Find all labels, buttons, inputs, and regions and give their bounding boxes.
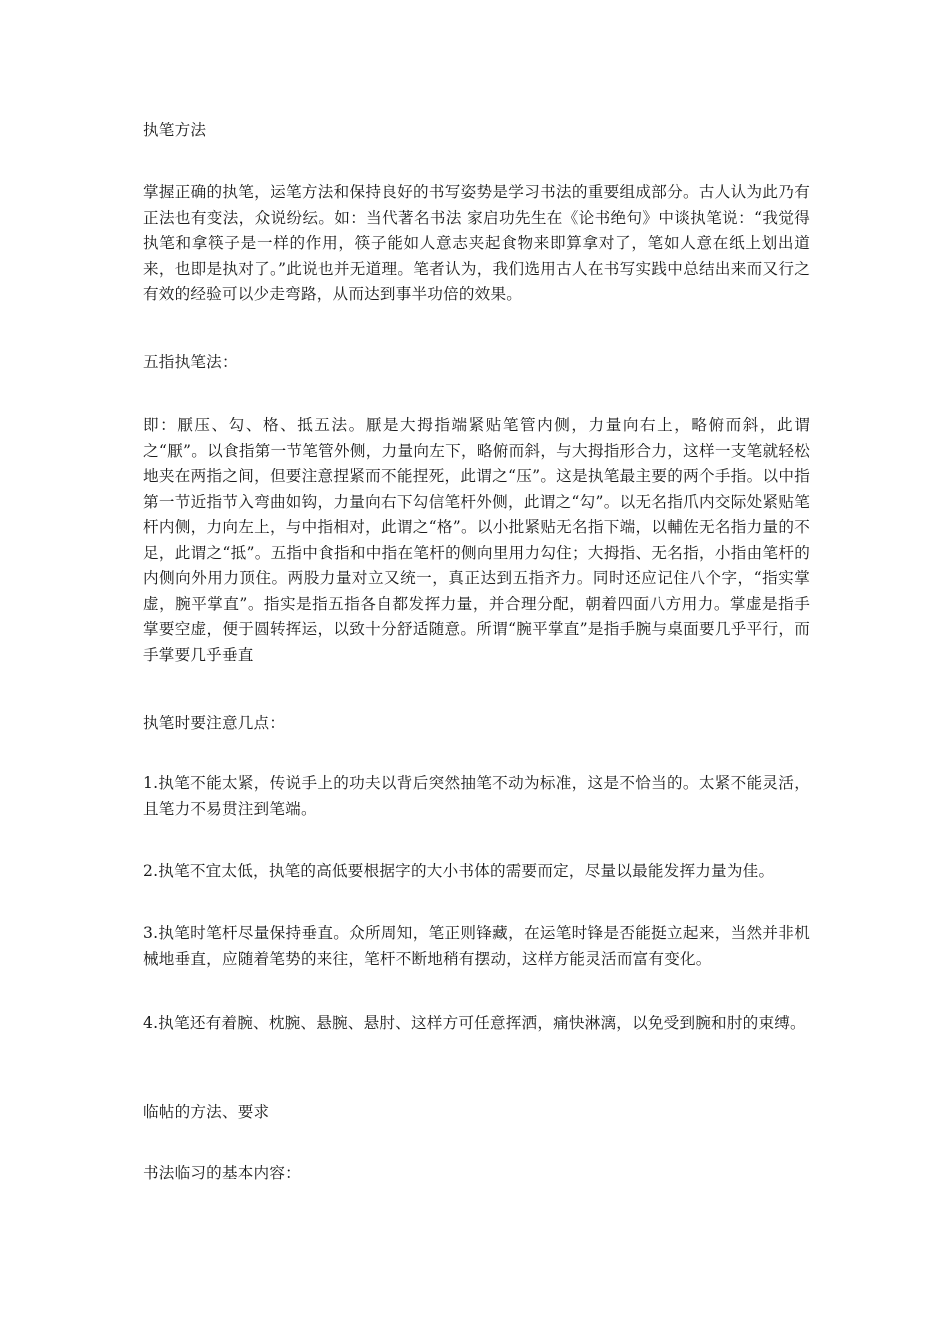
note-item-4: 4.执笔还有着腕、枕腕、悬腕、悬肘、这样方可任意挥洒，痛快淋漓，以免受到腕和肘的束缚。 (143, 1014, 806, 1032)
notes-heading: 执笔时要注意几点： (143, 714, 286, 732)
intro-paragraph: 掌握正确的执笔，运笔方法和保持良好的书写姿势是学习书法的重要组成部分。古人认为此乃有正法也有变法，众说纷纭。如：当代著名书法 家启功先生在《论书绝句》中谈执笔说：“我觉得执笔和拿筷子是一样的作用，筷子能如人意志夹起食物来即算拿对了，笔如人意在纸上划出道来，也即是执对了。”此说也并无道理。笔者认为，我们选用古人在书写实践中总结出来而又行之有效的经验可以少走弯路，从而达到事半功倍的效果。 (143, 183, 810, 303)
note-item-2: 2.执笔不宜太低，执笔的高低要根据字的大小书体的需要而定，尽量以最能发挥力量为佳。 (143, 862, 775, 880)
five-finger-paragraph: 即：厭压、勾、格、抵五法。厭是大拇指端紧贴笔管内侧，力量向右上，略俯而斜，此谓之“厭”。以食指第一节笔管外侧，力量向左下，略俯而斜，与大拇指形合力，这样一支笔就轻松地夹在两指之间，但要注意捏紧而不能捏死，此谓之“压”。这是执笔最主要的两个手指。以中指第一节近指节入弯曲如钩，力量向右下勾信笔杆外侧，此谓之“勾”。以无名指爪内交际处紧贴笔杆内侧，力向左上，与中指相对，此谓之“格”。以小批紧贴无名指下端，以輔佐无名指力量的不足，此谓之“抵”。五指中食指和中指在笔杆的侧向里用力勾住；大拇指、无名指，小指由笔杆的内侧向外用力顶住。两股力量对立又统一，真正达到五指齐力。同时还应记住八个字，“指实掌虚，腕平掌直”。指实是指五指各自都发挥力量，并合理分配，朝着四面八方用力。掌虚是指手掌要空虚，便于圆转挥运，以致十分舒适随意。所谓“腕平掌直”是指手腕与桌面要几乎平行，而手掌要几乎垂直 (143, 416, 810, 664)
note-item-1: 1.执笔不能太紧，传说手上的功夫以背后突然抽笔不动为标准，这是不恰当的。太紧不能灵活，且笔力不易贯注到笔端。 (143, 774, 810, 818)
five-finger-heading: 五指执笔法： (143, 353, 238, 371)
copying-subheading: 书法临习的基本内容： (143, 1164, 301, 1182)
copying-heading: 临帖的方法、要求 (143, 1103, 270, 1121)
document-title: 执笔方法 (143, 121, 207, 139)
note-item-3: 3.执笔时笔杆尽量保持垂直。众所周知，笔正则锋藏，在运笔时锋是否能挺立起来，当然并非机械地垂直，应随着笔势的来往，笔杆不断地稍有摆动，这样方能灵活而富有变化。 (143, 924, 810, 968)
